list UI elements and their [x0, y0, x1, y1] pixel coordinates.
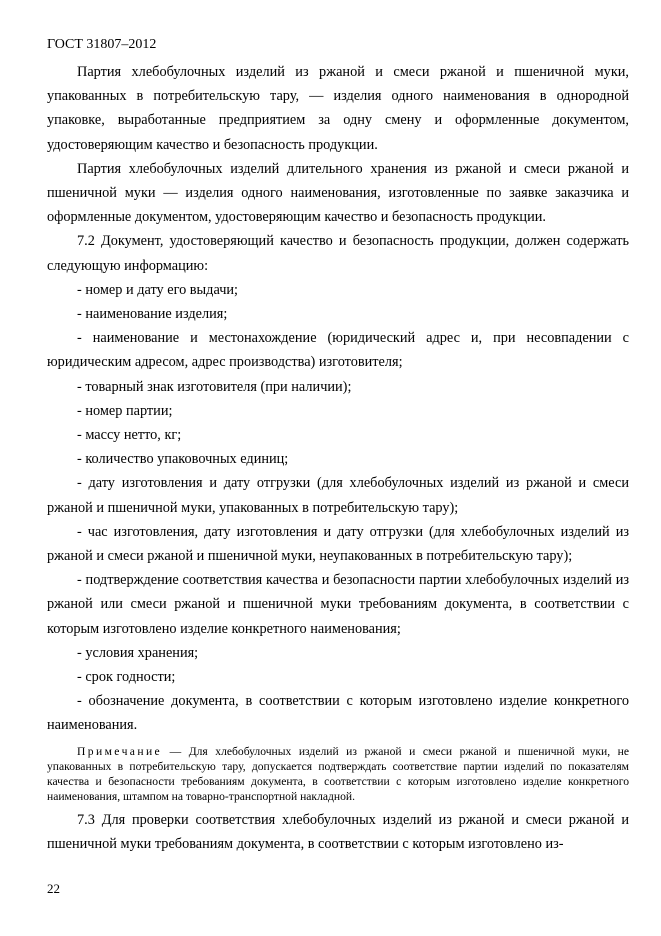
list-item: - подтверждение соответствия качества и безопасности партии хлебобулочных изделий из ржаной или смеси ржаной и пшеничной муки требованиям документа, в соответствии с которым изготовлено изделие конкретного наименования;	[47, 572, 629, 637]
document-body	[47, 60, 629, 856]
list-item: - час изготовления, дату изготовления и дату отгрузки (для хлебобулочных изделий из ржаной и смеси ржаной и пшеничной муки, неупакованных в потребительскую тару);	[47, 523, 629, 565]
paragraph: Партия хлебобулочных изделий из ржаной и смеси ржаной и пшеничной муки, упакованных в потребительскую тару, — изделия одного наименования в однородной упаковке, выработанные предприятием за одну смену и оформленные документом, удостоверяющим качество и безопасность продукции.	[47, 64, 629, 153]
paragraph: Партия хлебобулочных изделий длительного хранения из ржаной и смеси ржаной и пшеничной муки — изделия одного наименования, изготовленные по заявке заказчика и оформленные документом, удостоверяющим качество и безопасность продукции.	[47, 160, 629, 226]
list-item: - номер и дату его выдачи;	[77, 281, 239, 298]
list-item: - дату изготовления и дату отгрузки (для хлебобулочных изделий из ржаной и смеси ржаной и пшеничной муки, упакованных в потребительскую тару);	[47, 475, 629, 516]
list-item: - товарный знак изготовителя (при наличии);	[77, 378, 352, 395]
standard-header: ГОСТ 31807–2012	[47, 37, 157, 52]
page-number: 22	[47, 881, 60, 896]
list-item: - условия хранения;	[77, 644, 199, 661]
note	[47, 744, 629, 804]
list-item: - срок годности;	[77, 669, 176, 686]
paragraph-section-7-2: 7.2 Документ, удостоверяющий качество и безопасность продукции, должен содержать следующую информацию:	[47, 233, 629, 274]
list-item: - количество упаковочных единиц;	[77, 451, 289, 468]
note-text: — Для хлебобулочных изделий из ржаной и смеси ржаной и пшеничной муки, не упакованных в потребительскую тару, допускается подтверждать соответствие партии изделий по показателям качества и безопасности требованиям документа, в соответствии с которым изготовлено изделие конкретного наименования, штампом на товарно-транспортной накладной.	[47, 744, 629, 803]
list-item: - обозначение документа, в соответствии с которым изготовлено изделие конкретного наименования.	[47, 693, 629, 734]
list-item: - номер партии;	[77, 402, 173, 419]
paragraph-section-7-3: 7.3 Для проверки соответствия хлебобулочных изделий из ржаной и смеси ржаной и пшеничной муки требованиям документа, в соответствии с которым изготовлено из-	[47, 811, 629, 852]
list-item: - наименование и местонахождение (юридический адрес и, при несовпадении с юридическим адресом, адрес производства) изготовителя;	[47, 330, 629, 371]
list-item: - наименование изделия;	[77, 306, 228, 323]
note-label: Примечание	[77, 744, 163, 758]
list-item: - массу нетто, кг;	[77, 427, 182, 444]
